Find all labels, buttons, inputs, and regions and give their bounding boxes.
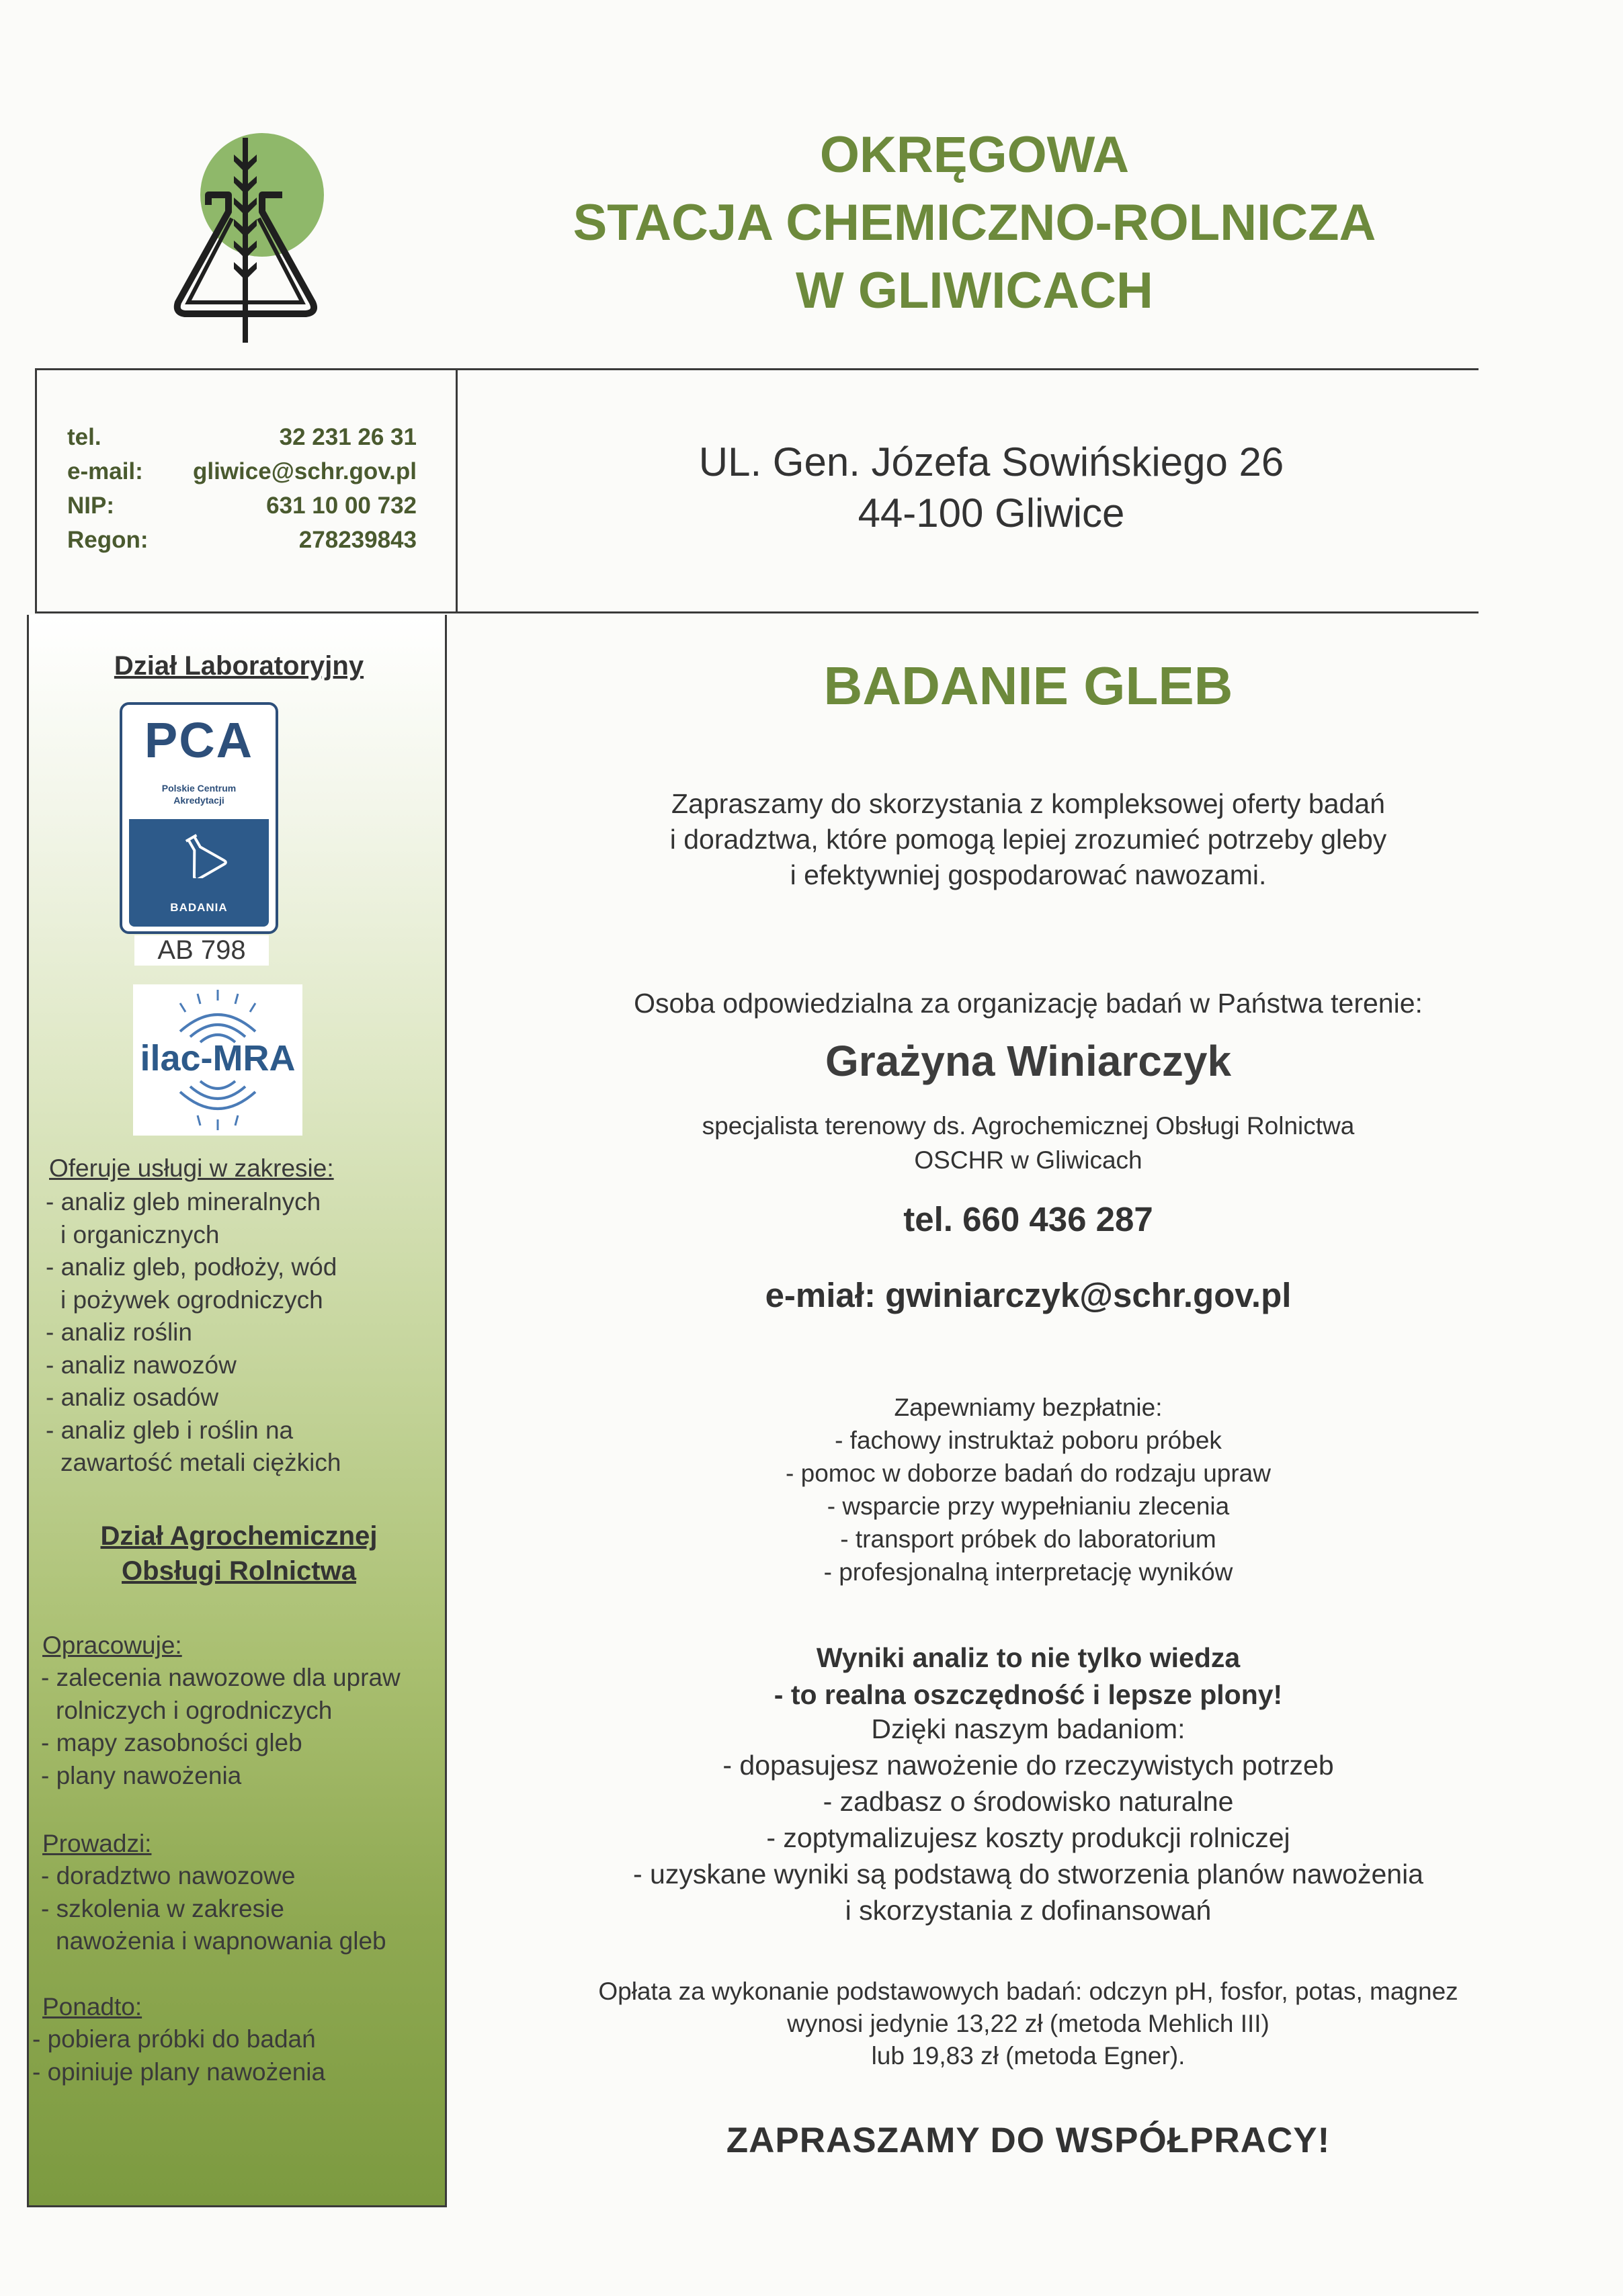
list-item: - pobiera próbki do badań <box>32 2025 316 2053</box>
list-item: Zapewniamy bezpłatnie: <box>894 1394 1163 1421</box>
column-divider <box>456 368 458 613</box>
conducts-heading: Prowadzi: <box>42 1830 152 1857</box>
contact-details <box>67 420 417 557</box>
contact-person-role: specjalista terenowy ds. Agrochemicznej Obsługi Rolnictwa OSCHR w Gliwicach <box>702 1112 1355 1174</box>
list-item: - szkolenia w zakresie <box>41 1894 284 1922</box>
list-item: - dopasujesz nawożenie do rzeczywistych potrzeb <box>722 1750 1334 1781</box>
list-item: - analiz gleb, podłoży, wód <box>46 1253 337 1281</box>
address-street: UL. Gen. Józefa Sowińskiego 26 <box>698 439 1284 484</box>
list-item: i organicznych <box>60 1220 220 1248</box>
contact-row-nip: NIP: 631 10 00 732 <box>67 493 417 519</box>
prepares-heading: Opracowuje: <box>42 1631 182 1659</box>
list-item: Dzięki naszym badaniom: <box>871 1713 1185 1744</box>
fee-information: Opłata za wykonanie podstawowych badań: odczyn pH, fosfor, potas, magnez wynosi jedynie 13,22 zł (metoda Mehlich III) lub 19,83 zł (metoda Egner). <box>598 1978 1458 2070</box>
list-item: - analiz gleb mineralnych <box>46 1188 321 1216</box>
contact-person-phone: tel. 660 436 287 <box>903 1200 1153 1238</box>
list-item: - pomoc w doborze badań do rodzaju upraw <box>786 1459 1271 1487</box>
also-list <box>32 2023 325 2088</box>
contact-person-email: e-miał: gwiniarczyk@schr.gov.pl <box>765 1276 1292 1314</box>
pca-accreditation-badge <box>120 702 278 934</box>
list-item: - analiz nawozów <box>46 1351 237 1379</box>
pca-full-name: Polskie Centrum Akredytacji <box>161 783 237 806</box>
list-item: - zadbasz o środowisko naturalne <box>823 1786 1234 1817</box>
list-item: - zoptymalizujesz koszty produkcji rolniczej <box>766 1822 1290 1853</box>
list-item: - opiniuje plany nawożenia <box>32 2057 326 2086</box>
list-item: i skorzystania z dofinansowań <box>845 1895 1212 1926</box>
contact-row-email: e-mail: gliwice@schr.gov.pl <box>67 458 417 484</box>
free-services-list <box>457 1391 1599 1588</box>
accreditation-number: AB 798 <box>134 935 269 966</box>
pca-logo-text: PCA <box>144 712 254 768</box>
list-item: - zalecenia nawozowe dla upraw <box>41 1664 401 1691</box>
also-heading: Ponadto: <box>42 1993 142 2021</box>
contact-person-label: Osoba odpowiedzialna za organizację badań w Państwa terenie: <box>634 988 1423 1019</box>
page-headline: BADANIE GLEB <box>823 656 1233 716</box>
closing-invitation: ZAPRASZAMY DO WSPÓŁPRACY! <box>726 2121 1331 2160</box>
lab-department-heading: Dział Laboratoryjny <box>114 651 364 681</box>
list-item: nawożenia i wapnowania gleb <box>56 1927 386 1955</box>
list-item: zawartość metali ciężkich <box>60 1449 341 1476</box>
list-item: - fachowy instruktaż poboru próbek <box>835 1427 1222 1454</box>
pca-testing-panel <box>129 819 269 927</box>
list-item: - analiz osadów <box>46 1384 219 1411</box>
title-line-3: W GLIWICACH <box>796 262 1153 319</box>
list-item: - uzyskane wyniki są podstawą do stworzenia planów nawożenia <box>633 1859 1423 1889</box>
organization-logo <box>161 131 336 343</box>
intro-paragraph: Zapraszamy do skorzystania z kompleksowej oferty badań i doradztwa, które pomogą lepiej zrozumieć potrzeby gleby i efektywniej gospodarować nawozami. <box>669 788 1387 890</box>
list-item: - wsparcie przy wypełnianiu zlecenia <box>827 1492 1230 1520</box>
list-item: - transport próbek do laboratorium <box>840 1525 1216 1553</box>
list-item: - plany nawożenia <box>41 1761 242 1789</box>
ilac-mra-logo <box>133 984 302 1136</box>
contact-rule <box>35 611 1479 613</box>
list-item: - profesjonalną interpretację wyników <box>823 1558 1233 1586</box>
contact-row-phone: tel. 32 231 26 31 <box>67 424 417 450</box>
contact-person-name: Grażyna Winiarczyk <box>825 1037 1232 1085</box>
title-line-1: OKRĘGOWA <box>819 126 1130 183</box>
benefits-list <box>457 1711 1599 1928</box>
offer-list <box>46 1186 341 1480</box>
list-item: - analiz roślin <box>46 1318 192 1346</box>
conducts-list <box>41 1860 386 1958</box>
postal-address <box>538 437 1445 539</box>
contact-left-border <box>35 368 37 613</box>
list-item: - mapy zasobności gleb <box>41 1729 302 1756</box>
list-item: - doradztwo nawozowe <box>41 1862 296 1889</box>
offer-heading: Oferuje usługi w zakresie: <box>49 1154 334 1182</box>
agro-department-heading: Dział Agrochemicznej Obsługi Rolnictwa <box>100 1521 378 1586</box>
pca-testing-label: BADANIA <box>170 901 228 914</box>
title-line-2: STACJA CHEMICZNO-ROLNICZA <box>573 194 1376 251</box>
list-item: i pożywek ogrodniczych <box>60 1285 323 1314</box>
contact-row-regon: Regon: 278239843 <box>67 527 417 553</box>
prepares-list <box>41 1662 401 1792</box>
ilac-logo-text: ilac-MRA <box>140 1038 296 1078</box>
address-city: 44-100 Gliwice <box>858 491 1125 536</box>
header-rule <box>35 368 1479 370</box>
list-item: - analiz gleb i roślin na <box>46 1416 294 1444</box>
results-slogan: Wyniki analiz to nie tylko wiedza - to realna oszczędność i lepsze plony! <box>774 1642 1283 1710</box>
organization-title <box>470 121 1479 325</box>
list-item: rolniczych i ogrodniczych <box>56 1696 333 1724</box>
flask-icon <box>175 831 228 878</box>
